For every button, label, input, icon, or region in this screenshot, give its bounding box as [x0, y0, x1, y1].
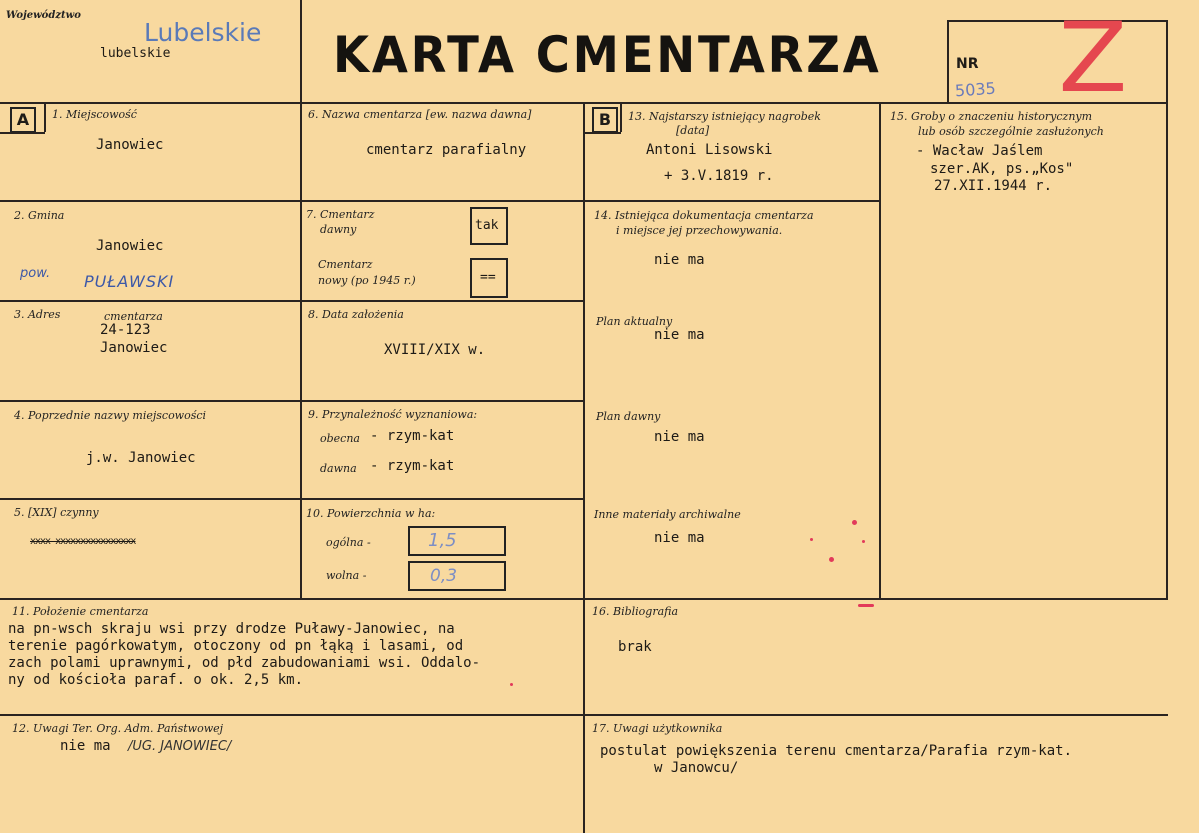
- red-speck: [810, 538, 813, 541]
- nr-value: 5035: [954, 78, 997, 101]
- f11-line: na pn-wsch skraju wsi przy drodze Puławy-Janowiec, na: [8, 621, 455, 637]
- rule: [879, 102, 881, 600]
- section-b-letter: B: [592, 107, 618, 133]
- plan-aktualny-value: nie ma: [654, 327, 705, 343]
- rule: [583, 102, 585, 833]
- f10-wolna-label: wolna -: [326, 569, 367, 582]
- f15-value2: szer.AK, ps.„Kos": [930, 161, 1074, 177]
- f14-label-a: 14. Istniejąca dokumentacja cmentarza: [594, 209, 814, 222]
- f15-label-a: 15. Groby o znaczeniu historycznym: [890, 110, 1093, 123]
- z-mark: Z: [1058, 2, 1128, 114]
- f14-label-b: i miejsce jej przechowywania.: [616, 224, 783, 237]
- nr-label: NR: [956, 56, 979, 72]
- plan-aktualny-label: Plan aktualny: [596, 315, 673, 328]
- wojewodztwo-typed: lubelskie: [100, 46, 171, 61]
- f11-line: terenie pagórkowatym, otoczony od pn łąką i lasami, od: [8, 638, 464, 654]
- rule: [0, 200, 880, 202]
- f13-label-a: 13. Najstarszy istniejący nagrobek: [628, 110, 821, 123]
- red-speck: [858, 604, 874, 607]
- f7-nowy-value: ==: [480, 270, 496, 285]
- f7-nowy-box: [470, 258, 508, 298]
- f2-hand-prefix: pow.: [20, 266, 51, 281]
- f12-value: nie ma: [60, 738, 111, 754]
- f11-line: ny od kościoła paraf. o ok. 2,5 km.: [8, 672, 304, 688]
- inne-label: Inne materiały archiwalne: [594, 508, 741, 521]
- rule: [300, 0, 302, 598]
- f7-dawny-box: [470, 207, 508, 245]
- f15-value3: 27.XII.1944 r.: [934, 178, 1053, 194]
- f7-dawny-value: tak: [475, 218, 499, 233]
- f10-wolna-value: 0,3: [430, 566, 458, 586]
- red-speck: [829, 557, 834, 562]
- f15-value1: - Wacław Jaślem: [916, 143, 1043, 159]
- f12-hand: /UG. JANOWIEC/: [128, 739, 232, 754]
- rule: [0, 498, 584, 500]
- f7-label-b: dawny: [320, 223, 357, 236]
- f13-label-b: [data]: [676, 124, 710, 137]
- f10-label: 10. Powierzchnia w ha:: [306, 507, 436, 520]
- f13-value1: Antoni Lisowski: [646, 142, 773, 158]
- plan-dawny-value: nie ma: [654, 429, 705, 445]
- f10-ogolna-label: ogólna -: [326, 536, 371, 549]
- f3-label: 3. Adres: [14, 308, 61, 321]
- f8-value: XVIII/XIX w.: [384, 342, 486, 358]
- f7-label-a: 7. Cmentarz: [306, 208, 375, 221]
- rule: [1166, 20, 1168, 600]
- f7-label-c: Cmentarz: [318, 258, 373, 271]
- f3-label-b: cmentarza: [104, 310, 163, 323]
- f2-value: Janowiec: [96, 238, 164, 254]
- plan-dawny-label: Plan dawny: [596, 410, 661, 423]
- f4-value: j.w. Janowiec: [86, 450, 196, 466]
- rule: [947, 20, 949, 102]
- wojewodztwo-stamp: Lubelskie: [144, 18, 262, 47]
- f16-value: brak: [618, 639, 652, 655]
- f14-value: nie ma: [654, 252, 705, 268]
- f5-value: xxxx xxxxxxxxxxxxxxxx: [30, 536, 136, 547]
- rule: [0, 300, 584, 302]
- f9-obecna-label: obecna: [320, 432, 360, 445]
- f10-wolna-box: [408, 561, 506, 591]
- f16-label: 16. Bibliografia: [592, 605, 679, 618]
- f9-dawna-value: - rzym-kat: [370, 458, 455, 474]
- card-title: KARTA CMENTARZA: [333, 26, 882, 84]
- f15-label-b: lub osób szczególnie zasłużonych: [918, 125, 1104, 138]
- f2-label: 2. Gmina: [14, 209, 65, 222]
- f2-hand: PUŁAWSKI: [84, 272, 175, 291]
- f9-obecna-value: - rzym-kat: [370, 428, 455, 444]
- f4-label: 4. Poprzednie nazwy miejscowości: [14, 409, 207, 422]
- f11-line: zach polami uprawnymi, od płd zabudowaniami wsi. Oddalo-: [8, 655, 481, 671]
- f10-ogolna-box: [408, 526, 506, 556]
- red-speck: [510, 683, 513, 686]
- f6-value: cmentarz parafialny: [366, 142, 527, 158]
- f9-dawna-label: dawna: [320, 462, 357, 475]
- f7-label-d: nowy (po 1945 r.): [318, 274, 416, 287]
- f8-label: 8. Data założenia: [308, 308, 404, 321]
- rule: [0, 400, 584, 402]
- f6-label: 6. Nazwa cmentarza [ew. nazwa dawna]: [308, 108, 532, 121]
- f17-value1: postulat powiększenia terenu cmentarza/Parafia rzym-kat.: [600, 743, 1073, 759]
- f17-value2: w Janowcu/: [654, 760, 739, 776]
- f5-label: 5. [XIX] czynny: [14, 506, 99, 519]
- rule: [583, 132, 621, 134]
- f1-label: 1. Miejscowość: [52, 108, 137, 121]
- rule: [44, 102, 46, 132]
- rule: [0, 132, 45, 134]
- f1-value: Janowiec: [96, 137, 164, 153]
- wojewodztwo-label: Województwo: [6, 10, 81, 21]
- f9-label: 9. Przynależność wyznaniowa:: [308, 408, 478, 421]
- f3-value1: 24-123: [100, 322, 151, 338]
- f17-label: 17. Uwagi użytkownika: [592, 722, 723, 735]
- f3-value2: Janowiec: [100, 340, 168, 356]
- f13-value2: + 3.V.1819 r.: [664, 168, 774, 184]
- rule: [620, 102, 622, 132]
- inne-value: nie ma: [654, 530, 705, 546]
- red-speck: [862, 540, 865, 543]
- red-speck: [852, 520, 857, 525]
- f12-label: 12. Uwagi Ter. Org. Adm. Państwowej: [12, 722, 224, 735]
- f11-label: 11. Położenie cmentarza: [12, 605, 149, 618]
- section-a-letter: A: [10, 107, 36, 133]
- f10-ogolna-value: 1,5: [428, 530, 457, 551]
